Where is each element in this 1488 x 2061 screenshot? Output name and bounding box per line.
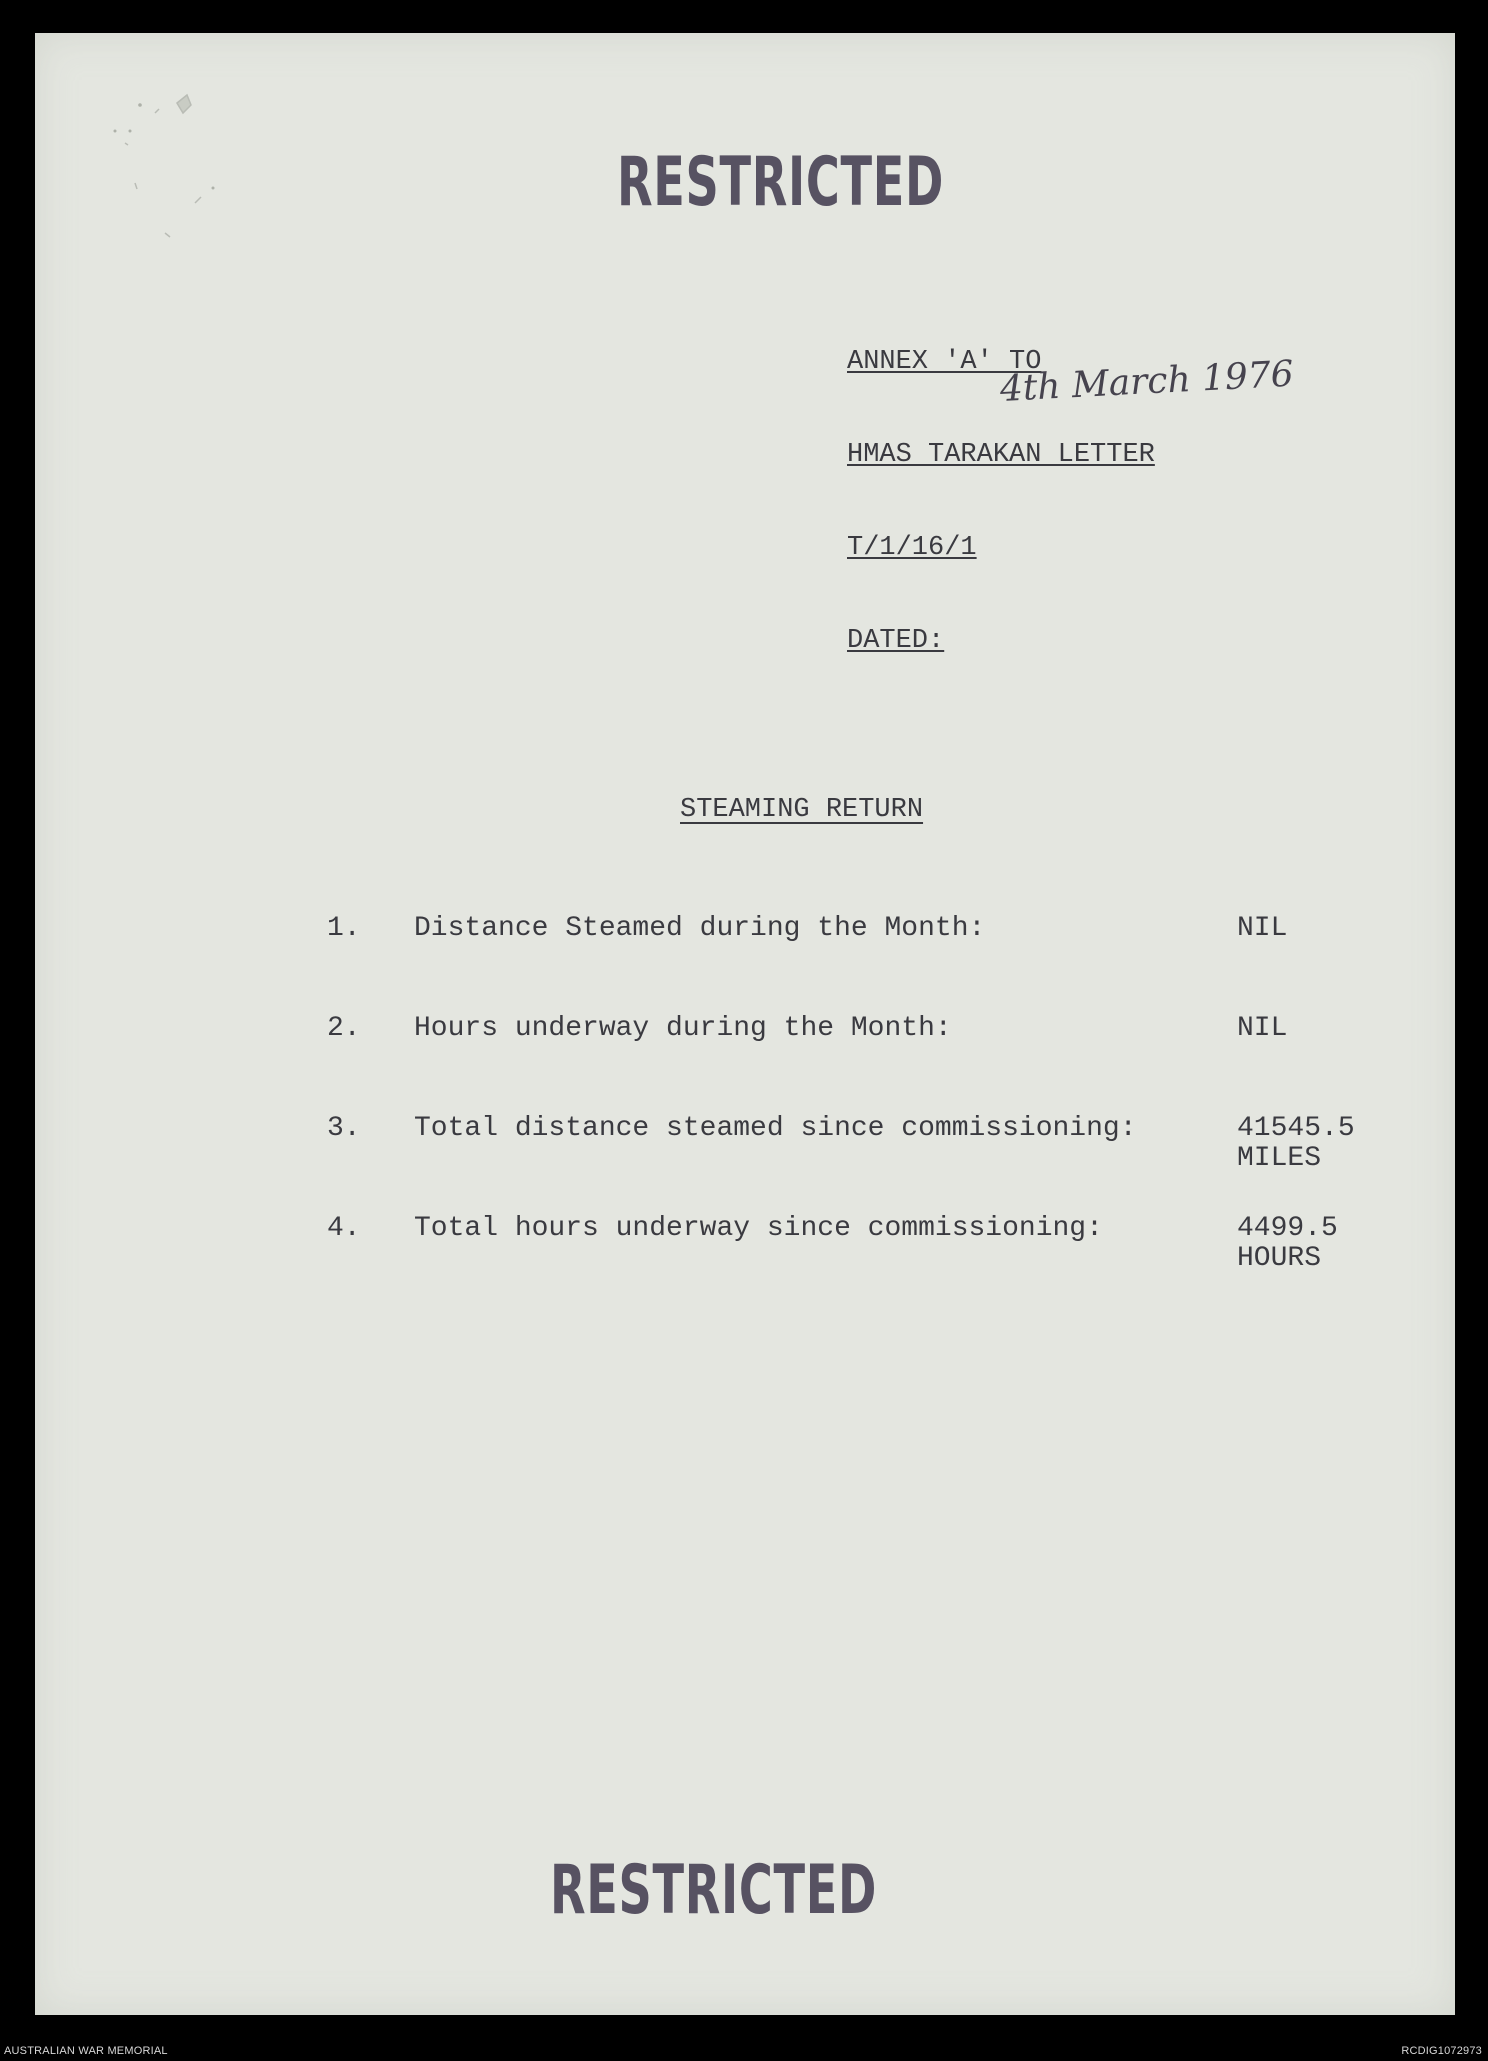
item-value: NIL — [1237, 1013, 1288, 1044]
restricted-stamp-top: RESTRICTED — [617, 143, 945, 222]
item-number: 4. — [327, 1213, 361, 1244]
annex-line-1: ANNEX 'A' TO — [847, 347, 1042, 377]
item-text: Total distance steamed since commissioning: — [414, 1113, 1137, 1144]
paper-damage-marks — [95, 83, 245, 243]
archive-credit: AUSTRALIAN WAR MEMORIAL — [4, 2045, 168, 2057]
annex-line-4: DATED: — [847, 626, 945, 656]
item-text: Total hours underway since commissioning: — [414, 1213, 1103, 1244]
annex-line-3: T/1/16/1 — [847, 533, 977, 563]
item-value: 41545.5 — [1237, 1113, 1355, 1144]
item-number: 3. — [327, 1113, 361, 1144]
document-heading: STEAMING RETURN — [680, 795, 924, 825]
item-unit: MILES — [1237, 1143, 1322, 1174]
handwritten-date: 4th March 1976 — [998, 353, 1295, 410]
document-page — [35, 33, 1455, 2015]
archive-id: RCDIG1072973 — [1401, 2045, 1482, 2057]
item-value: NIL — [1237, 913, 1288, 944]
item-unit: HOURS — [1237, 1243, 1322, 1274]
item-value: 4499.5 — [1237, 1213, 1338, 1244]
item-number: 1. — [327, 913, 361, 944]
item-number: 2. — [327, 1013, 361, 1044]
item-text: Distance Steamed during the Month: — [414, 913, 986, 944]
item-text: Hours underway during the Month: — [414, 1013, 952, 1044]
restricted-stamp-bottom: RESTRICTED — [550, 1851, 878, 1930]
annex-reference-block — [847, 285, 1155, 719]
annex-line-2: HMAS TARAKAN LETTER — [847, 440, 1155, 470]
